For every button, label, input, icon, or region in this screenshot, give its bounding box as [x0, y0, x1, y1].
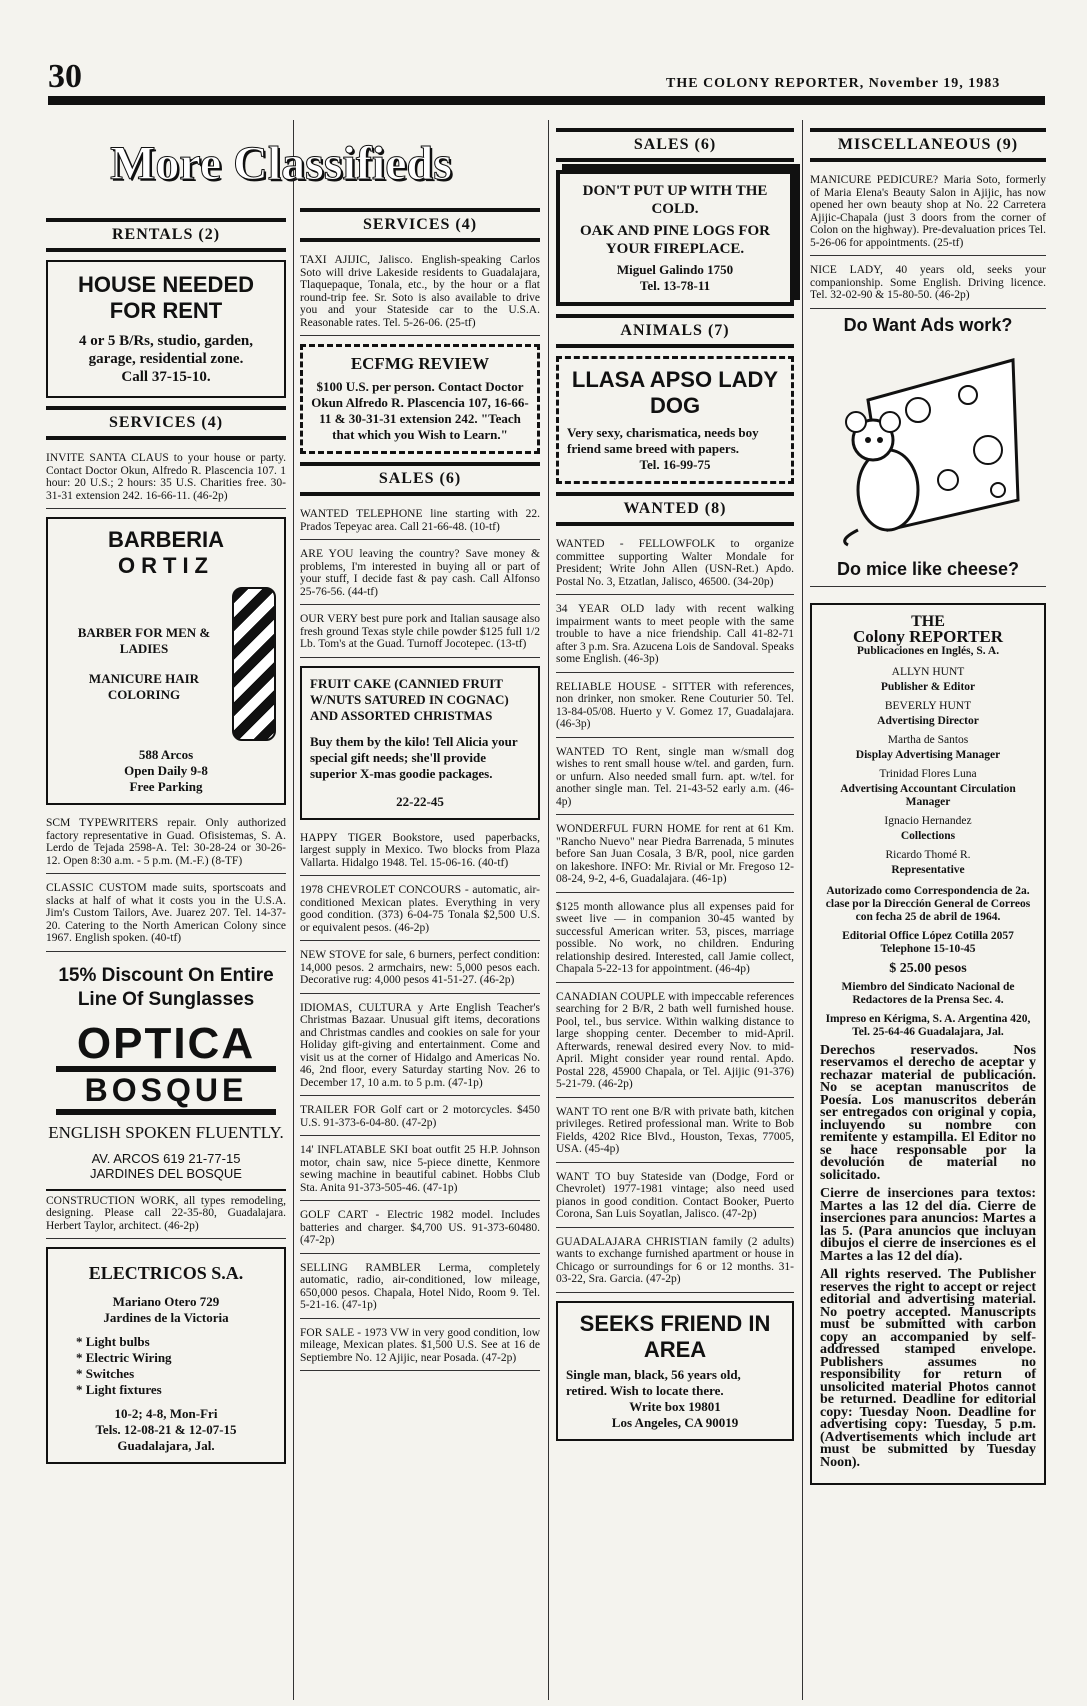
sindicato-text: Miembro del Sindicato Nacional de Redactores de la Prensa Sec. 4.	[841, 980, 1015, 1006]
optica-promo: 15% Discount On Entire Line Of Sunglasses	[58, 964, 274, 1010]
fruitcake-phone: 22-22-45	[396, 793, 444, 809]
barberia-ad	[46, 517, 286, 805]
house-ad-call: Call 37-15-10.	[121, 369, 211, 385]
list-item: * Light fixtures	[76, 1382, 162, 1397]
staff-role: Representative	[891, 863, 965, 876]
staff-box	[810, 603, 1046, 1486]
column-2	[300, 200, 540, 1375]
llasa-ad	[556, 356, 794, 484]
staff-name: Martha de Santos	[887, 733, 969, 746]
seeks-city: Los Angeles, CA 90019	[611, 1414, 739, 1430]
classified-ad: FOR SALE - 1973 VW in very good condition, low mileage, Mexican plates. $1,500 U.S. See at 16 de Septiembre No. 12 Ajijic, near Posada. (47-2p)	[300, 1323, 540, 1372]
masthead-name: Colony REPORTER	[852, 626, 1004, 646]
staff-role: Advertising Director	[877, 714, 979, 727]
column-rule	[802, 120, 803, 1700]
classified-ad: RELIABLE HOUSE - SITTER with references, non drinker, non smoker. Rene Couturier 50. Tel. 13-84-05/08. Huerto y V. Gomez 17, Guadalajara. (46-3p)	[556, 677, 794, 738]
classified-ad: MANICURE PEDICURE? Maria Soto, formerly of Maria Elena's Beauty Salon in Ajijic, has now opened her own beauty shop at No. 22 Carretera Ajijic-Chapala (just 3 doors from the corner of Colon on the highway). Pre-devaluation prices Tel. 5-26-06 for appointments. (25-tf)	[810, 170, 1046, 256]
staff-name: Trinidad Flores Luna	[879, 767, 977, 780]
classified-ad: WONDERFUL FURN HOME for rent at 61 Km. "Rancho Nuevo" near Piedra Barrenada, 5 minutes before San Juan Cosala, 3 B/R, pool, nice garden on lakeshore. INFO: Mr. Rivial or Mr. Fregoso 12-08-24, 9-2, 4-6, Guadalajara. (46-1p)	[556, 819, 794, 893]
llasa-head: LLASA APSO LADY DOG	[571, 367, 779, 418]
classified-ad: GOLF CART - Electric 1982 model. Includes batteries and charger. $4,700 US. 91-373-60480. (47-2p)	[300, 1205, 540, 1254]
electricos-tels: Tels. 12-08-21 & 12-07-15	[95, 1422, 237, 1437]
logs-body: OAK AND PINE LOGS FOR YOUR FIREPLACE.	[579, 223, 771, 257]
classified-ad: GUADALAJARA CHRISTIAN family (2 adults) wants to exchange furnished apartment or house in Chicago or surroundings for 6 or 12 months. 31-03-22, Sra. Garcia. (47-2p)	[556, 1232, 794, 1293]
classified-ad: SCM TYPEWRITERS repair. Only authorized factory representative in Guad. Ofisistemas, S. A. Lerdo de Tejada 2598-A. Tel: 30-28-24 or 30-26-12. Open 8:30 a.m. - 5 p.m. (M.-F.) (8-TF)	[46, 813, 286, 874]
optica-address: AV. ARCOS 619 21-77-15	[91, 1150, 241, 1166]
classified-ad: 1978 CHEVROLET CONCOURS - automatic, air-conditioned Mexican plates. Everything in very good condition. (373) 6-04-75 Tonala $2,500 U.S. or equivalent pesos. (46-2p)	[300, 880, 540, 941]
llasa-tel: Tel. 16-99-75	[639, 457, 711, 472]
page-number: 30	[48, 58, 82, 95]
classified-ad: CLASSIC CUSTOM made suits, sportscoats and slacks at half of what it costs you in the U.S.A. Jim's Custom Tailors, Ave. Juarez 207. Tel. 14-37-20. Catering to the North American Colony since 1967. English spoken. (40-tf)	[46, 878, 286, 952]
optica-area: JARDINES DEL BOSQUE	[90, 1165, 242, 1181]
staff-name: BEVERLY HUNT	[884, 699, 972, 712]
seeks-ad	[556, 1301, 794, 1441]
fruitcake-body: Buy them by the kilo! Tell Alicia your special gift needs; she'll provide superior X-mas goodie packages.	[310, 733, 518, 781]
derechos-text: Derechos reservados. Nos reservamos el derecho de aceptar y rechazar material de publicación. No se aceptan manuscritos de Poesía. Los manuscritos deberán ser entregados con original y copia, incluyendo su nombre con remitente y estampilla. El Editor no se hace responsable por la devolución de material no solicitado.	[820, 1042, 1036, 1183]
electricos-ad	[46, 1247, 286, 1464]
cheese-question: Do mice like cheese?	[836, 558, 1020, 579]
barberia-hours: Open Daily 9-8	[124, 763, 208, 778]
wantads-ad	[810, 315, 1046, 587]
section-head-animals: ANIMALS (7)	[556, 314, 794, 348]
house-ad-body: 4 or 5 B/Rs, studio, garden, garage, residential zone.	[79, 333, 253, 367]
classified-ad: WANTED - FELLOWFOLK to organize committee supporting Walter Mondale for President; Write John Allen (USN-Ret.) Apdo. Postal No. 3, Etzatlan, Jalisco, 46500. (34-20p)	[556, 534, 794, 595]
logs-tel: Tel. 13-78-11	[639, 278, 711, 293]
ecfmg-body: $100 U.S. per person. Contact Doctor Okun Alfredo R. Plascencia 107, 16-66-11 & 30-31-31 extension 242. "Teach that which you Wish to Learn."	[311, 379, 529, 442]
classified-ad: ARE YOU leaving the country? Save money & problems, I'm interested in buying all or part of your stuff, I decide fast & pay cash. Call Alfonso 25-76-56. (44-tf)	[300, 544, 540, 605]
seeks-write: Write box 19801	[629, 1398, 721, 1414]
barberia-line2: MANICURE HAIR COLORING	[88, 671, 200, 702]
barberia-line1: BARBER FOR MEN & LADIES	[77, 625, 211, 656]
classified-ad: INVITE SANTA CLAUS to your house or party. Contact Doctor Okun, Alfredo R. Plascencia 107. 1 hour: 20 U.S.; 2 hours: 35 U.S. Charities free. 30-31-31 extension 242. 16-66-11. (46-2p)	[46, 448, 286, 509]
classified-ad: WANT TO rent one B/R with private bath, kitchen privileges. Retired professional man. Write to Bob Fields, 4202 Rice Blvd., Houston, Texas, 77005, USA. (45-4p)	[556, 1102, 794, 1163]
electricos-items	[76, 1334, 276, 1398]
logs-ad	[556, 170, 794, 306]
classified-ad: TRAILER FOR Golf cart or 2 motorcycles. $450 U.S. 91-373-6-04-80. (47-2p)	[300, 1100, 540, 1136]
wantads-question: Do Want Ads work?	[843, 314, 1013, 335]
section-head-rentals: RENTALS (2)	[46, 218, 286, 252]
authorized-text: Autorizado como Correspondencia de 2a. clase por la Dirección General de Correos con fecha 25 de abril de 1964.	[825, 884, 1031, 923]
classified-ad: IDIOMAS, CULTURA y Arte English Teacher's Christmas Bazaar. Unusual gift items, decorations and Christmas candles and cookies on sale for your Holiday gift-giving and entertainment. Come and visit us at the corner of Hidalgo and Americas No. 46, 2nd floor, every Saturday starting Nov. 26 to December 17, 10 a.m. to 5 p.m. (47-1p)	[300, 998, 540, 1097]
classified-ad: OUR VERY best pure pork and Italian sausage also fresh ground Texas style chile powder $125 full 1/2 Lb. Tom's at the Guad. Turnoff Jocotepec. (13-tf)	[300, 609, 540, 658]
staff-role: Collections	[900, 829, 956, 842]
optica-logo-2: BOSQUE	[56, 1066, 276, 1115]
staff-name: ALLYN HUNT	[891, 665, 965, 678]
staff-role: Display Advertising Manager	[855, 748, 1001, 761]
fruitcake-head: FRUIT CAKE (CANNIED FRUIT W/NUTS SATURED IN COGNAC) AND ASSORTED CHRISTMAS	[310, 675, 509, 723]
section-head-services: SERVICES (4)	[300, 208, 540, 242]
electricos-hours: 10-2; 4-8, Mon-Fri	[114, 1406, 218, 1421]
list-item: * Switches	[76, 1366, 135, 1381]
logs-name: Miguel Galindo 1750	[616, 262, 734, 277]
logs-head: DON'T PUT UP WITH THE COLD.	[582, 183, 768, 217]
classified-ad: CONSTRUCTION WORK, all types remodeling, designing. Please call 22-35-80, Guadalajara. Herbert Taylor, architect. (46-2p)	[46, 1191, 286, 1240]
staff-name: Ignacio Hernandez	[884, 814, 972, 827]
masthead-the: THE	[911, 612, 945, 630]
barber-pole-icon	[232, 587, 276, 741]
classified-ad: WANTED TO Rent, single man w/small dog wishes to rent small house w/tel. and garden, furn. or unfurn. Also needed small furn. apt. w/tel. for another single man. Tel. 21-43-52 early a.m. (46-4p)	[556, 742, 794, 816]
electricos-address2: Jardines de la Victoria	[103, 1310, 229, 1325]
impreso-text: Impreso en Kérigma, S. A. Argentina 420, Tel. 25-64-46 Guadalajara, Jal.	[825, 1012, 1031, 1038]
section-head-misc: MISCELLANEOUS (9)	[810, 128, 1046, 162]
top-rule	[48, 96, 1045, 105]
price-text: $ 25.00 pesos	[889, 960, 967, 976]
electricos-city: Guadalajara, Jal.	[117, 1438, 215, 1453]
classified-ad: WANT TO buy Stateside van (Dodge, Ford or Chevrolet) 1977-1981 vintage; also need used pianos in good condition. Contact Booker, Puerto Corona, San Luis Soyatlan, Jalisco. (47-2p)	[556, 1167, 794, 1228]
section-head-sales: SALES (6)	[556, 128, 794, 162]
cierre-text: Cierre de inserciones para textos: Martes a las 12 del día. Cierre de inserciones para anuncios: Martes a las 5. (Para anuncios que incluyan dibujos el cierre de inserciones es el Martes a las 12 del día).	[820, 1186, 1036, 1264]
masthead-pub: Publicaciones en Inglés, S. A.	[856, 644, 1000, 657]
staff-name: Ricardo Thomé R.	[885, 848, 971, 861]
section-head-wanted: WANTED (8)	[556, 492, 794, 526]
column-rule	[548, 120, 549, 1700]
seeks-body: Single man, black, 56 years old, retired. Wish to locate there.	[566, 1366, 741, 1398]
list-item: * Light bulbs	[76, 1334, 150, 1349]
seeks-head: SEEKS FRIEND IN AREA	[579, 1310, 771, 1362]
section-head-sales: SALES (6)	[300, 462, 540, 496]
ecfmg-ad	[300, 344, 540, 454]
fruitcake-ad	[300, 666, 540, 820]
classified-ad: 14' INFLATABLE SKI boat outfit 25 H.P. Johnson motor, chain saw, nice 5-piece dinette, Kenmore sewing machine in beautiful cabinet. Hobbs Club Sta. Anita 91-373-505-46. (47-1p)	[300, 1140, 540, 1201]
classified-ad: $125 month allowance plus all expenses paid for sweet live — in companion 30-45 wanted by successful American writer. 53, pisces, marriage possible. No work, no children. Enduring relationship desired. Interested, call Jamie collect, Chapala 5-22-13 for appointment. (46-4p)	[556, 897, 794, 983]
optica-logo: OPTICA	[76, 1018, 256, 1068]
electricos-address1: Mariano Otero 729	[112, 1294, 220, 1309]
section-head-services: SERVICES (4)	[46, 406, 286, 440]
classified-ad: CANADIAN COUPLE with impeccable references searching for 2 B/R, 2 bath well furnished house. Pool, tel., bus service. Within walking distance to large shopping center. December to mid-April. Afterwards, renewal desired every Nov. to mid-April. Might consider year round rental. Apdo. Postal 228, 45900 Chapala, or Tel. Ajijic (91-376) 5-21-79. (46-2p)	[556, 987, 794, 1098]
house-ad-headline: HOUSE NEEDED FOR RENT	[77, 272, 255, 323]
column-4	[810, 120, 1046, 1493]
house-ad	[46, 260, 286, 398]
classified-ad: SELLING RAMBLER Lerma, completely automatic, radio, air-conditioned, low mileage, 650,000 pesos. Chapala, Hotel Nido, Room 9. Tel. 5-21-16. (47-1p)	[300, 1258, 540, 1319]
barberia-address: 588 Arcos	[138, 747, 194, 762]
optica-english: ENGLISH SPOKEN FLUENTLY.	[48, 1122, 284, 1142]
ecfmg-head: ECFMG REVIEW	[350, 354, 490, 373]
optica-ad	[46, 956, 286, 1191]
rights-text: All rights reserved. The Publisher reserves the right to accept or reject editorial and advertising material. No poetry accepted. Manuscripts must be submitted with carbon copy an accompanied by self-addressed stamped envelope. Publishers assumes no responsibility for return of unsolicited material Photos cannot be returned. Deadline for editorial copy: Tuesday Noon. Deadline for advertising copy: Tuesday, 5 p.m. (Advertisements which include art must be submitted by Tuesday Noon).	[820, 1267, 1036, 1470]
classified-ad: NEW STOVE for sale, 6 burners, perfect condition: 14,000 pesos. 2 armchairs, new: 5,000 pesos each. Decorative rug: 4,000 pesos 41-51-27. (46-2p)	[300, 945, 540, 994]
barberia-name: BARBERIA	[107, 527, 225, 552]
barberia-name2: ORTIZ	[118, 553, 214, 578]
masthead-date: THE COLONY REPORTER, November 19, 1983	[666, 76, 1001, 91]
barberia-body	[56, 587, 276, 741]
office-text: Editorial Office López Cotilla 2057 Telephone 15-10-45	[842, 929, 1014, 955]
classified-ad: WANTED TELEPHONE line starting with 22. Prados Tepeyac area. Call 21-66-48. (10-tf)	[300, 504, 540, 540]
barberia-parking: Free Parking	[129, 779, 203, 794]
staff-role: Advertising Accountant Circulation Manager	[840, 782, 1016, 808]
llasa-body: Very sexy, charismatica, needs boy friend same breed with papers.	[567, 425, 759, 456]
classified-ad: NICE LADY, 40 years old, seeks your companionship. Some English. Driving licence. Tel. 32-02-90 & 15-80-50. (46-2p)	[810, 260, 1046, 309]
classified-ad: 34 YEAR OLD lady with recent walking impairment wants to meet people with the same trouble to have a nice friendship. Call 41-82-71 after 3 p.m. Sra. Azucena Lois de Sandoval. Speaks some English. (46-3p)	[556, 599, 794, 673]
page-title: More Classifieds	[110, 137, 452, 190]
column-3	[556, 120, 794, 1449]
classified-ad: HAPPY TIGER Bookstore, used paperbacks, largest supply in Mexico. Two blocks from Plaza Vallarta. Hidalgo 1948. Tel. 15-06-16. (40-tf)	[300, 828, 540, 877]
mouse-cheese-icon	[828, 340, 1028, 550]
staff-role: Publisher & Editor	[880, 680, 976, 693]
list-item: * Electric Wiring	[76, 1350, 172, 1365]
barberia-services	[56, 625, 232, 703]
electricos-name: ELECTRICOS S.A.	[88, 1263, 244, 1283]
column-rule	[293, 120, 294, 1700]
classified-ad: TAXI AJIJIC, Jalisco. English-speaking Carlos Soto will drive Lakeside residents to Guadalajara, Tlaquepaque, Tonala, etc., by the hour or a flat round-trip fee. Sr. Soto is also available to drive you and your Stateside car to the U.S.A. Reasonable rates. Tel. 5-26-06. (25-tf)	[300, 250, 540, 336]
